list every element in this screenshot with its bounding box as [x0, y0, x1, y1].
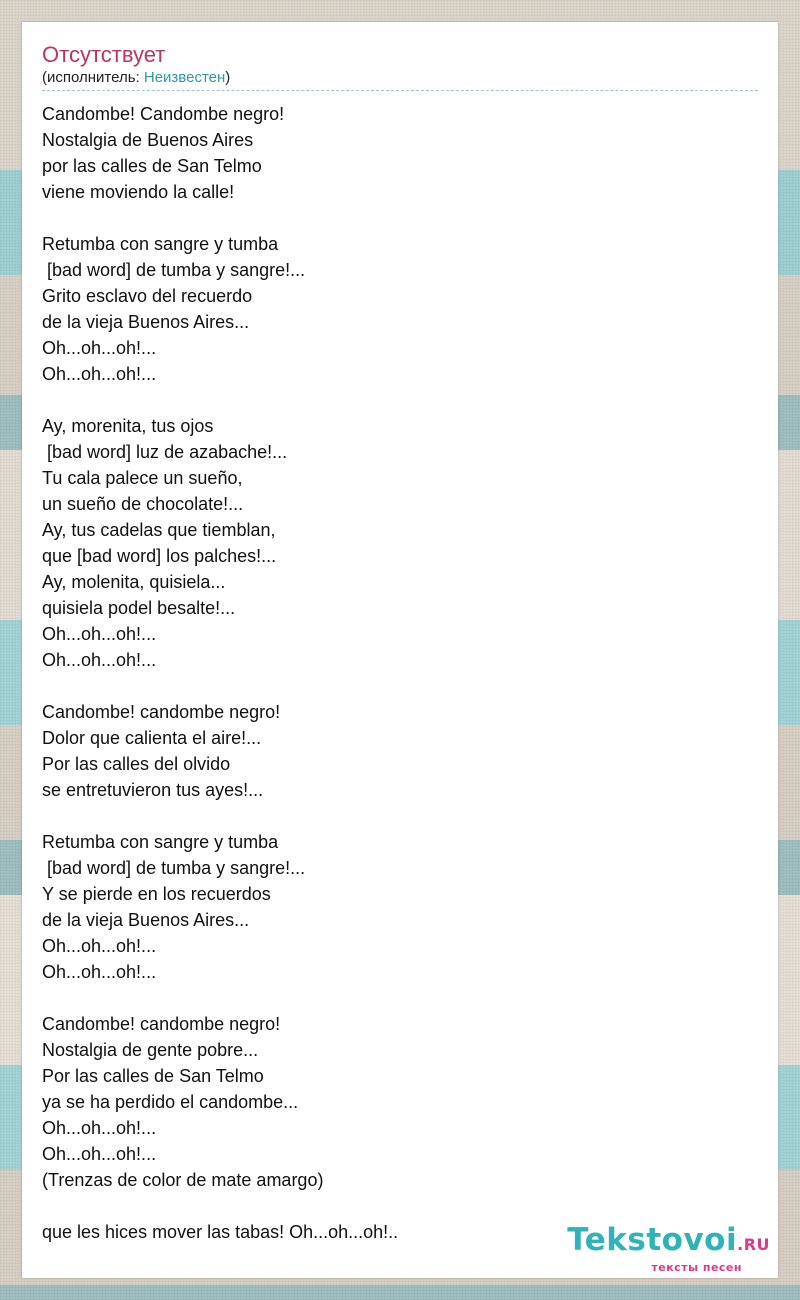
lyrics-text	[42, 101, 758, 1245]
lyric-line: de la vieja Buenos Aires...	[42, 312, 250, 332]
lyric-line: por las calles de San Telmo	[42, 156, 262, 176]
lyric-line: (Trenzas de color de mate amargo)	[42, 1170, 324, 1190]
lyric-line: Oh...oh...oh!...	[42, 338, 157, 358]
artist-prefix: (исполнитель:	[42, 69, 144, 86]
lyric-line: [bad word] de tumba y sangre!...	[42, 260, 306, 280]
lyric-line: Tu cala palece un sueño,	[42, 468, 243, 488]
lyric-line: Oh...oh...oh!...	[42, 1144, 157, 1164]
lyric-line: [bad word] luz de azabache!...	[42, 442, 288, 462]
lyric-line: Grito esclavo del recuerdo	[42, 286, 253, 306]
lyrics-card	[22, 22, 778, 1278]
stanza-break	[42, 387, 758, 413]
lyric-line: quisiela podel besalte!...	[42, 598, 236, 618]
stanza-break	[42, 985, 758, 1011]
lyric-line: Oh...oh...oh!...	[42, 936, 157, 956]
lyric-line: Por las calles del olvido	[42, 754, 231, 774]
site-logo[interactable]	[567, 1223, 770, 1274]
logo-tld: .RU	[737, 1235, 770, 1254]
artist-link[interactable]: Неизвестен	[143, 69, 226, 86]
lyric-line: Y se pierde en los recuerdos	[42, 884, 271, 904]
stanza-break	[42, 673, 758, 699]
lyric-line: que [bad word] los palches!...	[42, 546, 277, 566]
lyric-line: Oh...oh...oh!...	[42, 364, 157, 384]
lyric-line: Por las calles de San Telmo	[42, 1066, 264, 1086]
lyric-line: que les hices mover las tabas! Oh...oh...oh!..	[42, 1222, 399, 1242]
lyric-line: ya se ha perdido el candombe...	[42, 1092, 299, 1112]
lyric-line: Candombe! Candombe negro!	[42, 104, 285, 124]
lyric-line: Oh...oh...oh!...	[42, 1118, 157, 1138]
lyric-line: de la vieja Buenos Aires...	[42, 910, 250, 930]
stanza-break	[42, 803, 758, 829]
lyric-line: Oh...oh...oh!...	[42, 650, 157, 670]
lyric-line: viene moviendo la calle!	[42, 182, 235, 202]
lyric-line: Ay, molenita, quisiela...	[42, 572, 226, 592]
song-title: Отсутствует	[42, 42, 166, 67]
lyric-line: Ay, tus cadelas que tiemblan,	[42, 520, 276, 540]
lyric-line: Oh...oh...oh!...	[42, 962, 157, 982]
logo-subtitle: тексты песен	[651, 1261, 742, 1274]
lyric-line: [bad word] de tumba y sangre!...	[42, 858, 306, 878]
lyric-line: Dolor que calienta el aire!...	[42, 728, 262, 748]
lyric-line: se entretuvieron tus ayes!...	[42, 780, 264, 800]
lyric-line: Retumba con sangre y tumba	[42, 234, 279, 254]
lyric-line: Candombe! candombe negro!	[42, 1014, 281, 1034]
stanza-break	[42, 205, 758, 231]
lyric-line: Nostalgia de gente pobre...	[42, 1040, 259, 1060]
lyric-line: Nostalgia de Buenos Aires	[42, 130, 254, 150]
artist-line	[42, 68, 758, 91]
stanza-break	[42, 1193, 758, 1219]
logo-wordmark	[567, 1223, 770, 1262]
artist-suffix: )	[225, 69, 231, 86]
logo-main-text: Tekstovoi	[567, 1222, 738, 1258]
lyric-line: Oh...oh...oh!...	[42, 624, 157, 644]
lyric-line: Ay, morenita, tus ojos	[42, 416, 214, 436]
lyric-line: Retumba con sangre y tumba	[42, 832, 279, 852]
lyric-line: un sueño de chocolate!...	[42, 494, 244, 514]
lyric-line: Candombe! candombe negro!	[42, 702, 281, 722]
